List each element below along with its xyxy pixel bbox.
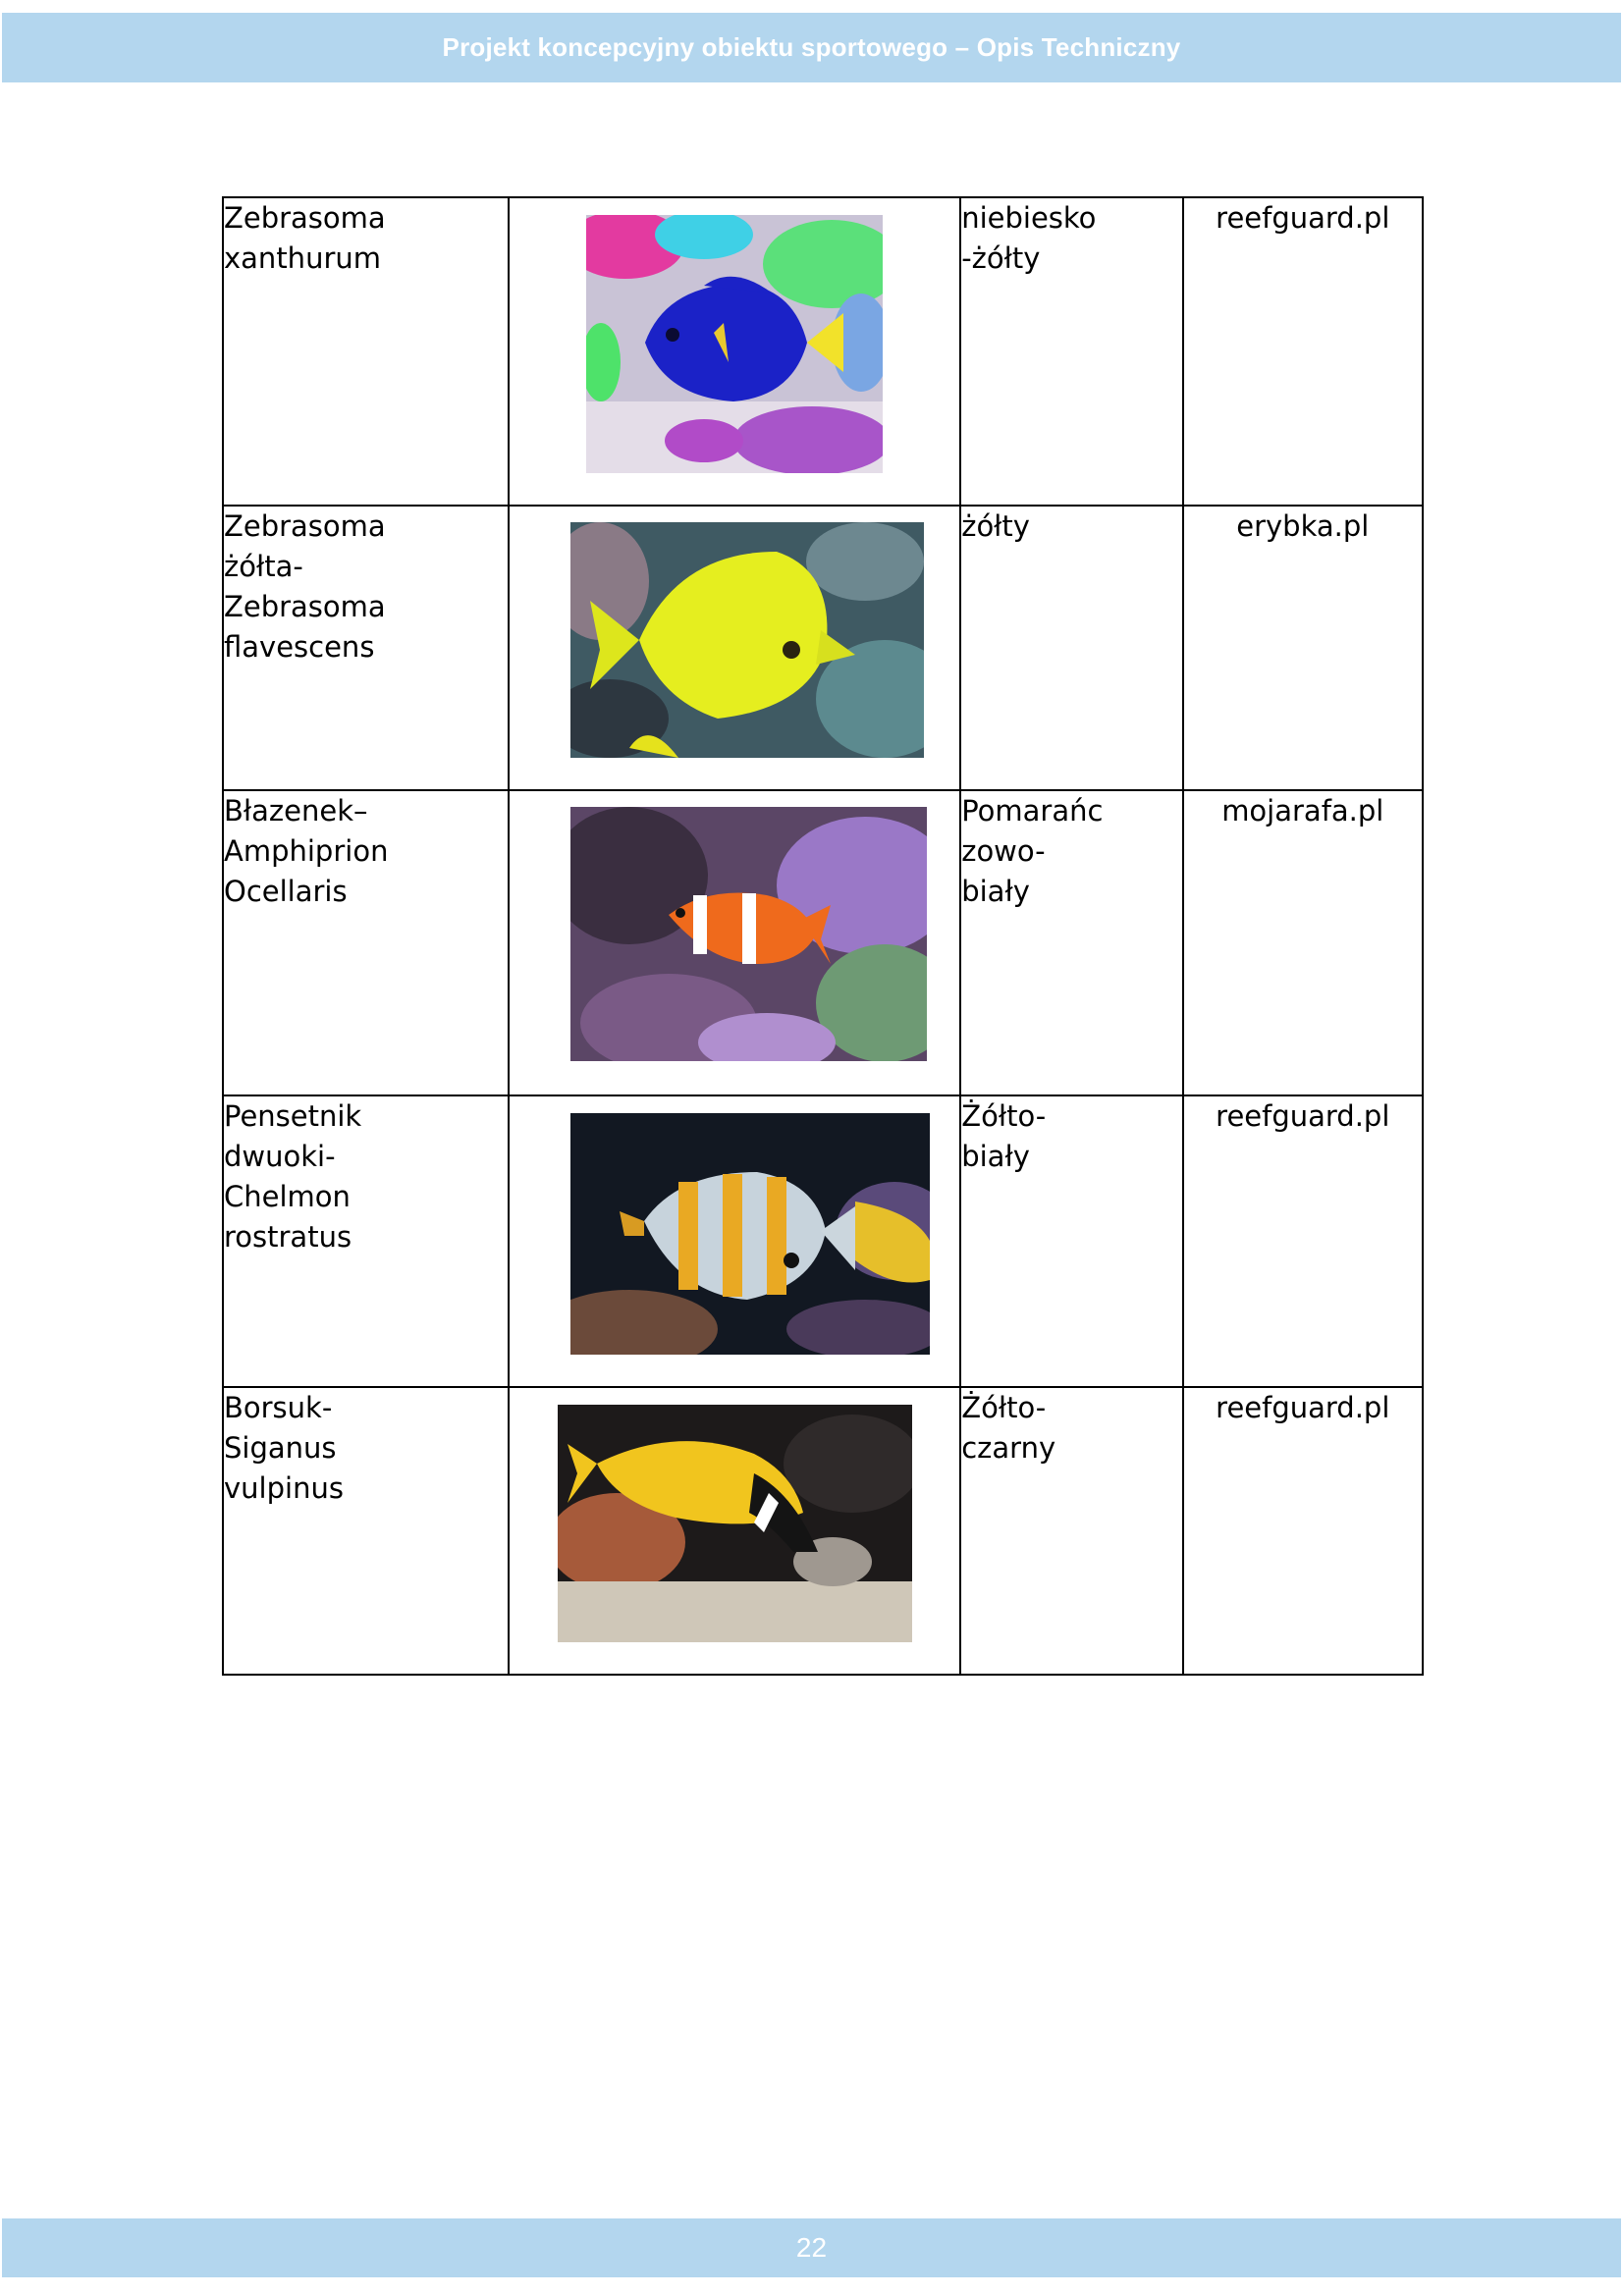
source-site: mojarafa.pl [1221, 794, 1384, 828]
source-cell [1183, 1095, 1423, 1387]
source-cell [1183, 1387, 1423, 1675]
fish-table [222, 196, 1424, 1676]
species-name: Borsuk- Siganus vulpinus [224, 1391, 344, 1505]
fish-color: Żółto- biały [961, 1099, 1047, 1173]
source-site: reefguard.pl [1216, 1099, 1390, 1133]
species-name: Zebrasoma xanthurum [224, 201, 386, 275]
source-site: reefguard.pl [1216, 201, 1390, 235]
photo-cell [509, 506, 960, 790]
photo-cell [509, 197, 960, 506]
copperband-butterflyfish-photo [570, 1113, 930, 1355]
fish-color: Żółto- czarny [961, 1391, 1056, 1465]
color-cell [960, 1095, 1182, 1387]
photo-cell [509, 1095, 960, 1387]
species-name-cell [223, 1387, 509, 1675]
species-name: Pensetnik dwuoki- Chelmon rostratus [224, 1099, 362, 1254]
species-name: Zebrasoma żółta- Zebrasoma flavescens [224, 509, 386, 664]
species-name-cell [223, 506, 509, 790]
source-cell [1183, 197, 1423, 506]
source-cell [1183, 506, 1423, 790]
document-title: Projekt koncepcyjny obiektu sportowego – Opis Techniczny [442, 32, 1181, 62]
photo-cell [509, 790, 960, 1095]
color-cell [960, 790, 1182, 1095]
footer-band [2, 2218, 1621, 2277]
page-number: 22 [795, 2232, 828, 2263]
species-name-cell [223, 1095, 509, 1387]
species-name-cell [223, 197, 509, 506]
clownfish-photo [570, 807, 927, 1061]
foxface-rabbitfish-photo [558, 1405, 912, 1642]
fish-color: Pomarańc zowo- biały [961, 794, 1104, 908]
table-row [223, 506, 1423, 790]
species-name: Błazenek– Amphiprion Ocellaris [224, 794, 389, 908]
species-name-cell [223, 790, 509, 1095]
table-row [223, 1095, 1423, 1387]
source-cell [1183, 790, 1423, 1095]
source-site: reefguard.pl [1216, 1391, 1390, 1424]
table-row [223, 1387, 1423, 1675]
fish-color: żółty [961, 509, 1030, 543]
table-row [223, 790, 1423, 1095]
blue-tang-fish-photo [586, 215, 883, 473]
yellow-tang-fish-photo [570, 522, 924, 758]
header-band [2, 13, 1621, 82]
source-site: erybka.pl [1236, 509, 1370, 543]
color-cell [960, 197, 1182, 506]
color-cell [960, 506, 1182, 790]
fish-color: niebiesko -żółty [961, 201, 1097, 275]
photo-cell [509, 1387, 960, 1675]
color-cell [960, 1387, 1182, 1675]
table-row [223, 197, 1423, 506]
